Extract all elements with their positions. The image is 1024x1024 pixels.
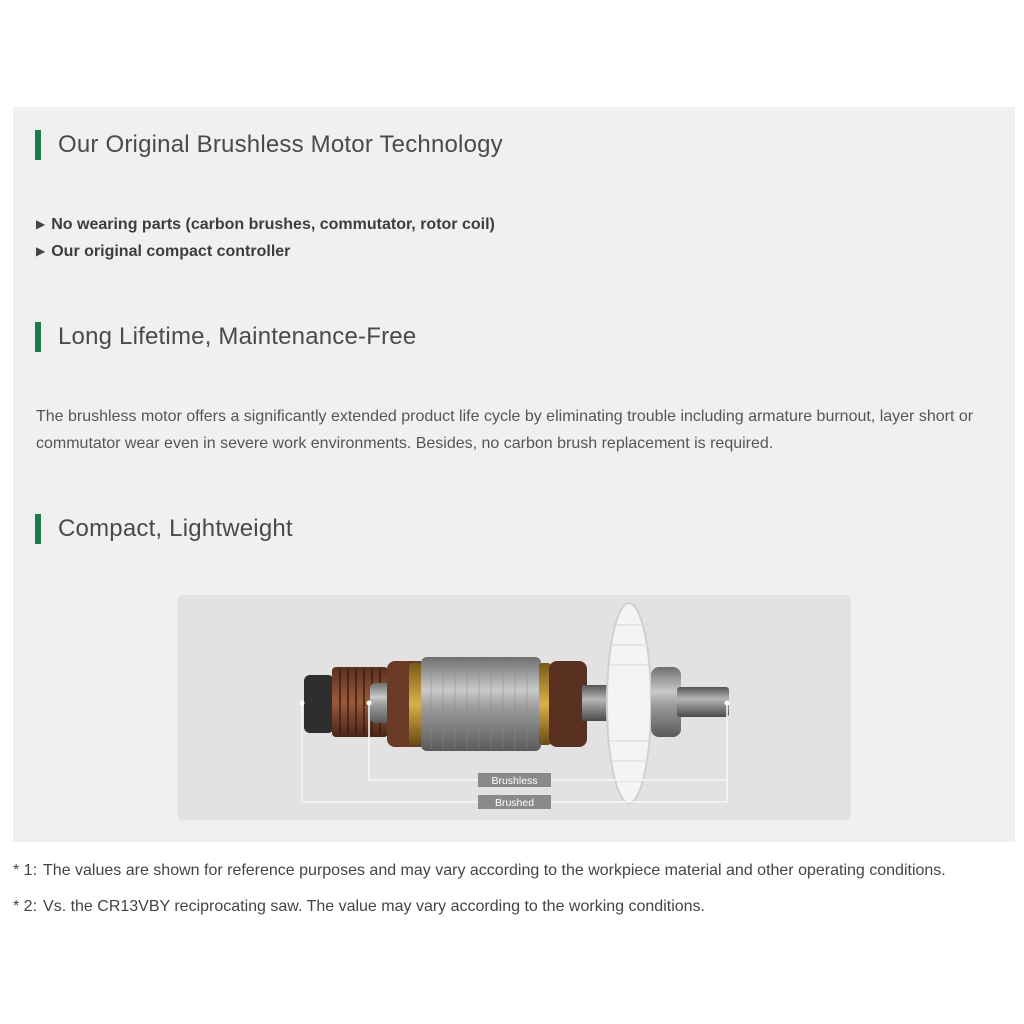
- brass-ring: [409, 663, 421, 745]
- motor-comparison-figure: [177, 595, 851, 820]
- list-item: [36, 211, 495, 238]
- arrow-right-icon: ▶: [36, 217, 46, 231]
- section-heading-compact: [35, 513, 293, 545]
- footnote-mark: * 2:: [13, 898, 38, 915]
- section-heading-lifetime: [35, 321, 416, 353]
- list-item-text: No wearing parts (carbon brushes, commutator, rotor coil): [51, 216, 495, 233]
- section-title: Compact, Lightweight: [58, 515, 293, 542]
- content-panel: [13, 107, 1015, 842]
- arrow-right-icon: ▶: [36, 244, 46, 258]
- heading-accent-bar: [35, 322, 41, 352]
- rotor-illustration: [177, 595, 851, 820]
- feature-list: [36, 211, 495, 265]
- heading-accent-bar: [35, 514, 41, 544]
- brushless-label: Brushless: [491, 775, 538, 787]
- armature-core: [421, 657, 541, 751]
- section-title: Long Lifetime, Maintenance-Free: [58, 323, 417, 350]
- footnote-text: Vs. the CR13VBY reciprocating saw. The value may vary according to the working conditions.: [43, 898, 705, 915]
- footnote-mark: * 1:: [13, 862, 38, 879]
- section-title: Our Original Brushless Motor Technology: [58, 131, 503, 158]
- brushed-label: Brushed: [494, 797, 535, 809]
- list-item-text: Our original compact controller: [51, 243, 291, 260]
- heading-accent-bar: [35, 130, 41, 160]
- lifetime-description: The brushless motor offers a significantly extended product life cycle by eliminating trouble including armature burnout, layer short or commutator wear even in severe work environments. Besides, no carbon brush replacement is required.: [36, 408, 974, 452]
- winding: [549, 661, 587, 747]
- cooling-fan: [607, 603, 651, 803]
- section-heading-technology: [35, 129, 503, 161]
- list-item: [36, 238, 495, 265]
- footnotes: [13, 858, 1013, 930]
- footnote-text: The values are shown for reference purposes and may vary according to the workpiece material and other operating conditions.: [43, 862, 946, 879]
- output-shaft: [677, 687, 729, 717]
- bearing: [651, 667, 681, 737]
- end-nut: [304, 675, 334, 733]
- footnote: [13, 858, 1013, 894]
- footnote: [13, 894, 1013, 930]
